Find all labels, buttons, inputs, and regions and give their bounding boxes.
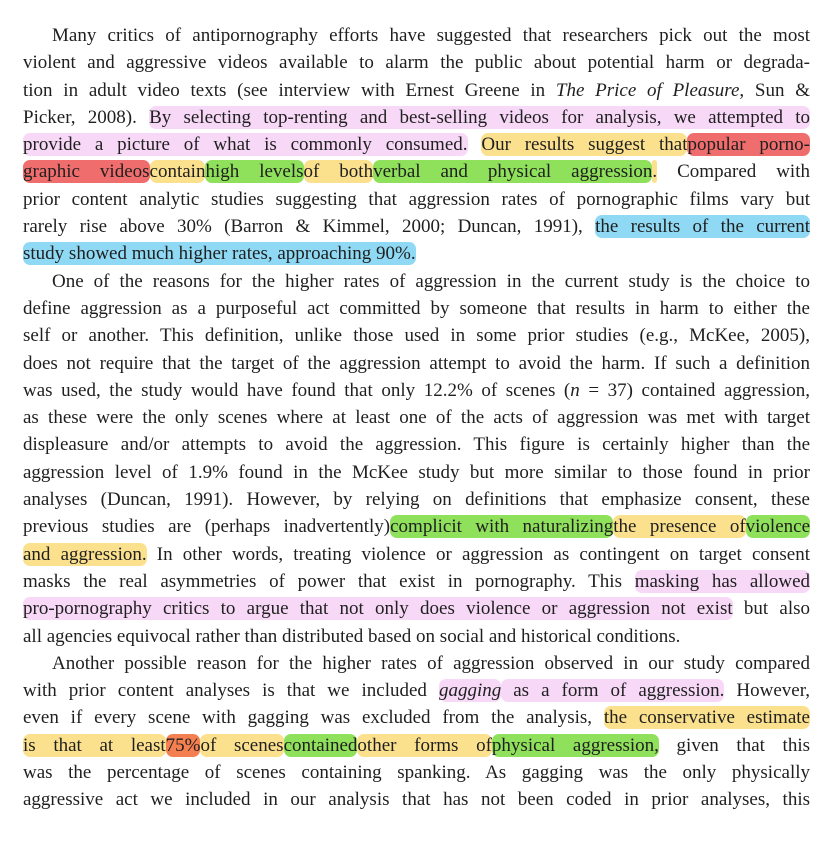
paragraph-2 [23,268,810,650]
highlighted-phrase: and aggression. [23,543,147,565]
highlighted-phrase: provide a picture of what is commonly consumed. [23,134,468,156]
highlighted-phrase: high levels [205,161,304,183]
highlighted-phrase: the presence of [613,516,746,538]
text-run: as these were the only scenes where at least one of the acts of aggression was met with target [23,407,810,429]
text-run: rarely rise above 30% (Barron & Kimmel, 2000; Duncan, 1991), [23,216,596,238]
paragraph-3 [23,650,810,814]
highlighted-phrase: gagging [438,680,502,702]
highlighted-phrase: . [652,161,658,183]
highlighted-phrase: contained [283,734,358,756]
text-line [23,49,810,76]
paragraph-1 [23,22,810,268]
text-line [23,595,810,622]
highlighted-phrase: verbal and physical aggression [373,161,653,183]
text-run: Compared with [657,161,810,183]
text-run: aggressive act we included in our analysis that has not been coded in prior analyses, this [23,789,810,811]
text-line [23,213,810,240]
text-run: However, [724,680,811,702]
text-run: previous studies are (perhaps inadvertently) [23,516,391,538]
highlighted-phrase: contain [149,161,206,183]
highlighted-phrase: 75% [165,734,201,756]
highlighted-phrase: as a form of aggression. [501,680,725,702]
highlighted-phrase: of both [303,161,374,183]
text-run: violent and aggressive videos available to alarm the public about potential harm or degrada- [23,52,810,74]
text-run: was used, the study would have found that only 12.2% of scenes ( [23,379,571,401]
text-run: displeasure and/or attempts to avoid the aggression. This figure is certainly higher than the [23,434,810,456]
highlighted-phrase: By selecting top-renting and best-selling videos for analysis, we attempted to [149,106,811,128]
text-line [23,650,810,677]
highlighted-phrase: physical aggression, [491,734,659,756]
highlighted-phrase: pro-pornography critics to argue that not only does violence or aggression not exist [23,598,733,620]
text-run [468,134,482,155]
text-line [23,158,810,185]
text-line [23,77,810,104]
text-run: given that this [658,734,811,756]
text-line [23,186,810,213]
highlighted-phrase: of scenes [200,734,284,756]
text-run: Many critics of antipornography efforts have suggested that researchers pick out the most [52,25,810,46]
text-run: tion in adult video texts (see interview with Ernest Greene in [23,79,556,101]
text-run: define aggression as a purposeful act committed by someone that results in harm to either the [23,297,810,319]
highlighted-phrase: masking has allowed [634,570,811,592]
highlighted-phrase: violence [745,516,811,538]
text-run: aggression level of 1.9% found in the McKee study but more similar to those found in prior [23,461,810,483]
text-line [23,732,810,759]
text-line [23,623,810,650]
text-run: n [570,379,580,401]
text-line [23,568,810,595]
text-run: Picker, 2008). [23,106,150,128]
highlighted-phrase: Our results suggest that [481,134,688,156]
text-line [23,322,810,349]
text-line [23,22,810,49]
text-run: In other words, treating violence or aggression as contingent on target consent [146,543,810,565]
text-line [23,541,810,568]
highlighted-phrase: the results of the current [595,216,811,238]
highlighted-phrase: the conservative estimate [603,707,810,729]
text-run: even if every scene with gagging was excluded from the analysis, [23,707,604,729]
highlighted-phrase: other forms of [357,734,492,756]
text-run: was the percentage of scenes containing spanking. As gagging was the only physically [23,762,810,784]
text-run: The Price of Pleasure [555,79,740,101]
highlighted-phrase: complicit with naturalizing [390,516,614,538]
text-run: does not require that the target of the aggression attempt to avoid the harm. If such a definition [23,352,810,374]
text-run: prior content analytic studies suggesting that aggression rates of pornographic films vary but [23,188,810,210]
text-run: masks the real asymmetries of power that exist in pornography. This [23,570,635,592]
text-line [23,459,810,486]
text-run: analyses (Duncan, 1991). However, by relying on definitions that emphasize consent, these [23,489,810,511]
text-line [23,104,810,131]
text-run: Another possible reason for the higher rates of aggression observed in our study compared [52,652,810,674]
highlighted-phrase: study showed much higher rates, approaching 90%. [23,243,416,265]
text-line [23,131,810,158]
text-run: all agencies equivocal rather than distributed based on social and historical conditions. [23,625,681,647]
text-line [23,350,810,377]
highlighted-phrase: is that at least [23,734,166,756]
text-run: , Sun & [739,79,810,101]
text-line [23,295,810,322]
text-line [23,404,810,431]
text-line [23,786,810,813]
text-run: = 37) contained aggression, [579,379,810,401]
text-line [23,704,810,731]
text-run: but also [732,598,811,620]
text-line [23,513,810,540]
text-line [23,240,810,267]
text-line [23,759,810,786]
text-line [23,268,810,295]
text-run: self or another. This definition, unlike those used in some prior studies (e.g., McKee, 2005), [23,325,810,347]
text-line [23,677,810,704]
document-page [23,22,810,814]
highlighted-phrase: popular porno- [687,134,811,156]
text-run: One of the reasons for the higher rates of aggression in the current study is the choice to [52,270,810,292]
text-line [23,377,810,404]
highlighted-phrase: graphic videos [23,161,150,183]
text-run: with prior content analyses is that we included [23,680,439,702]
text-line [23,431,810,458]
text-line [23,486,810,513]
